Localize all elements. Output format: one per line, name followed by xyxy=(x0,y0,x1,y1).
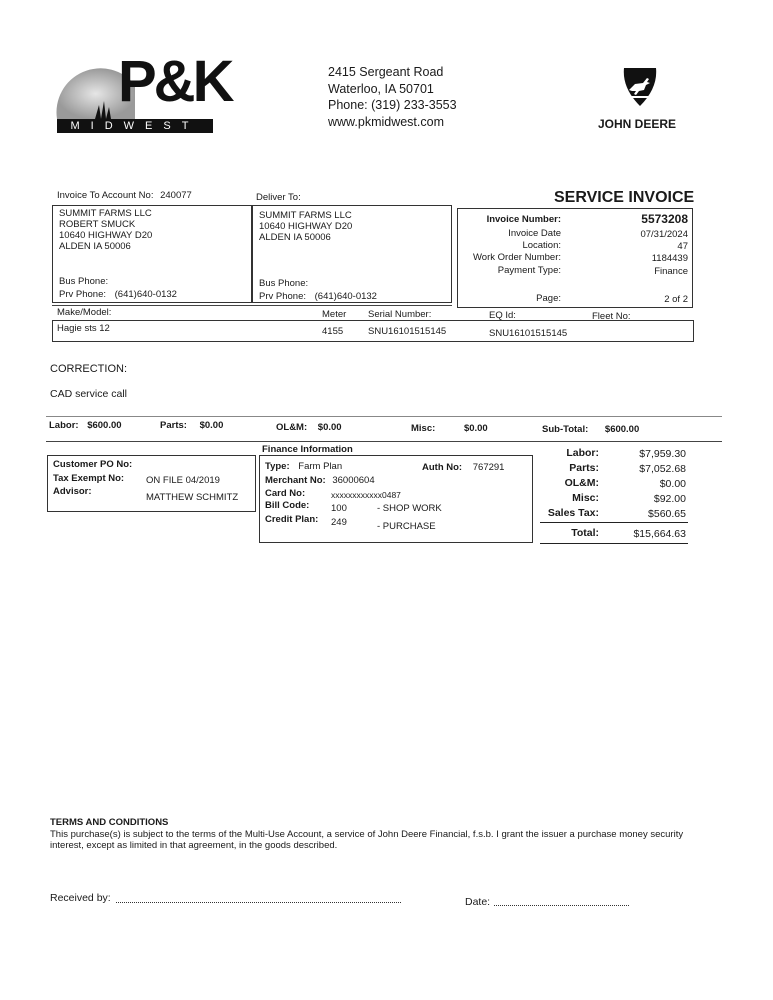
meter-label: Meter xyxy=(322,309,347,320)
bill-to-address xyxy=(59,208,152,252)
serial-number-label: Serial Number: xyxy=(368,309,432,320)
bill-to-line: 10640 HIGHWAY D20 xyxy=(59,230,153,241)
advisor-value: MATTHEW SCHMITZ xyxy=(146,492,239,503)
summary-bottom-line xyxy=(46,441,722,442)
summary-parts xyxy=(160,420,223,431)
summary-misc xyxy=(411,423,488,434)
tax-exempt-label: Tax Exempt No: xyxy=(53,473,125,484)
company-phone: Phone: (319) 233-3553 xyxy=(328,98,457,112)
make-model: Hagie sts 12 xyxy=(57,323,110,334)
received-by-label: Received by: xyxy=(50,892,111,904)
bill-to-line: SUMMIT FARMS LLC xyxy=(59,208,152,219)
summary-olm xyxy=(276,422,342,433)
invoice-to-label xyxy=(57,190,192,201)
finance-title: Finance Information xyxy=(262,444,353,455)
bill-to-prv-phone-label: Prv Phone: xyxy=(59,289,106,300)
finance-bill-desc: - SHOP WORK xyxy=(377,503,442,514)
totals-divider xyxy=(540,522,688,523)
advisor-label: Advisor: xyxy=(53,486,92,497)
summary-subtotal-label: Sub-Total: xyxy=(542,424,589,435)
totals-labor: $7,959.30 xyxy=(639,448,686,460)
summary-misc-value: $0.00 xyxy=(463,423,488,434)
fleet-no-label: Fleet No: xyxy=(592,311,631,322)
summary-labor-label: Labor: xyxy=(49,420,79,431)
received-by-line[interactable] xyxy=(116,902,401,903)
bill-to-line: ALDEN IA 50006 xyxy=(59,241,131,252)
work-order: 1184439 xyxy=(651,253,688,264)
summary-olm-label: OL&M: xyxy=(276,422,308,433)
eq-id: SNU16101515145 xyxy=(489,328,568,339)
summary-subtotal xyxy=(542,424,639,435)
totals-tax-label: Sales Tax: xyxy=(547,507,599,519)
finance-auth-label: Auth No: xyxy=(422,462,463,473)
date-label: Date: xyxy=(465,896,491,908)
correction-note: CAD service call xyxy=(50,388,128,400)
meter-value: 4155 xyxy=(322,326,344,337)
company-street: 2415 Sergeant Road xyxy=(328,65,444,79)
payment-type-label: Payment Type: xyxy=(497,265,561,276)
bill-to-line: ROBERT SMUCK xyxy=(59,219,136,230)
ship-to-prv-phone xyxy=(259,291,377,302)
terms-body: This purchase(s) is subject to the terms of the Multi-Use Account, a service of John Deere Financial, f.s.b. I grant the issuer a purchase money security interest, except as limited in that agreement, in the goods described. xyxy=(50,829,684,851)
summary-top-line xyxy=(46,416,722,417)
customer-po-label: Customer PO No: xyxy=(53,459,133,470)
finance-type-label: Type: xyxy=(265,461,290,472)
finance-type xyxy=(265,461,342,472)
company-city: Waterloo, IA 50701 xyxy=(328,81,434,96)
finance-auth xyxy=(422,462,504,473)
invoice-to-account-label: Invoice To Account No: xyxy=(57,190,154,201)
bill-to-bus-phone-label: Bus Phone: xyxy=(59,276,109,287)
finance-merchant-label: Merchant No: xyxy=(265,475,326,486)
document-title: SERVICE INVOICE xyxy=(554,189,695,206)
finance-auth-value: 767291 xyxy=(472,462,505,473)
invoice-number-label: Invoice Number: xyxy=(486,214,561,225)
finance-merchant xyxy=(265,475,375,486)
location: 47 xyxy=(677,241,688,252)
bill-to-prv-phone-value: (641)640-0132 xyxy=(114,289,177,300)
totals-tax: $560.65 xyxy=(648,508,686,520)
pk-logo-subtext: MIDWEST xyxy=(70,120,200,132)
totals-misc: $92.00 xyxy=(653,493,686,505)
totals-olm: $0.00 xyxy=(659,478,686,490)
payment-type: Finance xyxy=(654,266,688,277)
totals-bottom-line xyxy=(540,543,688,544)
totals-parts-label: Parts: xyxy=(569,462,599,474)
terms-title: TERMS AND CONDITIONS xyxy=(50,817,169,828)
ship-to-prv-phone-value: (641)640-0132 xyxy=(314,291,377,302)
company-website: www.pkmidwest.com xyxy=(328,114,444,129)
finance-card-label: Card No: xyxy=(265,488,306,499)
page-number: 2 of 2 xyxy=(664,294,688,305)
company-address xyxy=(328,64,457,130)
ship-to-address xyxy=(259,210,352,243)
tax-exempt-value: ON FILE 04/2019 xyxy=(146,475,220,486)
finance-plan-code: 249 xyxy=(331,517,347,528)
summary-subtotal-value: $600.00 xyxy=(604,424,640,435)
summary-labor-value: $600.00 xyxy=(87,420,122,431)
date-line[interactable] xyxy=(494,905,629,906)
make-model-label: Make/Model: xyxy=(57,307,112,318)
invoice-date: 07/31/2024 xyxy=(640,229,688,240)
summary-parts-value: $0.00 xyxy=(199,420,224,431)
totals-parts: $7,052.68 xyxy=(639,463,686,475)
finance-plan-desc: - PURCHASE xyxy=(377,521,436,532)
totals-total-label: Total: xyxy=(571,527,599,539)
deliver-to-label: Deliver To: xyxy=(256,192,301,203)
ship-to-line: SUMMIT FARMS LLC xyxy=(259,210,352,221)
totals-olm-label: OL&M: xyxy=(564,477,599,489)
finance-merchant-value: 36000604 xyxy=(332,475,375,486)
equipment-header-line xyxy=(52,305,452,306)
summary-labor xyxy=(49,420,122,431)
invoice-date-label: Invoice Date xyxy=(508,228,561,239)
ship-to-prv-phone-label: Prv Phone: xyxy=(259,291,306,302)
location-label: Location: xyxy=(522,240,561,251)
finance-type-value: Farm Plan xyxy=(298,461,343,472)
finance-card-value: xxxxxxxxxxxx0487 xyxy=(331,490,401,500)
finance-bill-label: Bill Code: xyxy=(265,500,310,511)
invoice-to-account-number: 240077 xyxy=(160,190,192,201)
finance-bill-code: 100 xyxy=(331,503,347,514)
john-deere-text: JOHN DEERE xyxy=(598,117,677,131)
john-deere-logo xyxy=(621,66,659,108)
totals-total: $15,664.63 xyxy=(633,528,686,540)
totals-misc-label: Misc: xyxy=(572,492,599,504)
page-label: Page: xyxy=(536,293,561,304)
work-order-label: Work Order Number: xyxy=(473,252,561,263)
ship-to-bus-phone-label: Bus Phone: xyxy=(259,278,309,289)
eq-id-label: EQ Id: xyxy=(489,310,516,321)
correction-label: CORRECTION: xyxy=(50,363,127,375)
summary-parts-label: Parts: xyxy=(160,420,187,431)
finance-plan-label: Credit Plan: xyxy=(265,514,319,525)
ship-to-line: 10640 HIGHWAY D20 xyxy=(259,221,353,232)
ship-to-line: ALDEN IA 50006 xyxy=(259,232,331,243)
serial-number: SNU16101515145 xyxy=(368,326,447,337)
pk-logo-text: P&K xyxy=(118,49,232,114)
totals-labor-label: Labor: xyxy=(566,447,599,459)
bill-to-prv-phone xyxy=(59,289,177,300)
invoice-number: 5573208 xyxy=(641,212,688,226)
summary-misc-label: Misc: xyxy=(411,423,436,434)
deer-icon xyxy=(621,66,659,108)
summary-olm-value: $0.00 xyxy=(317,422,342,433)
